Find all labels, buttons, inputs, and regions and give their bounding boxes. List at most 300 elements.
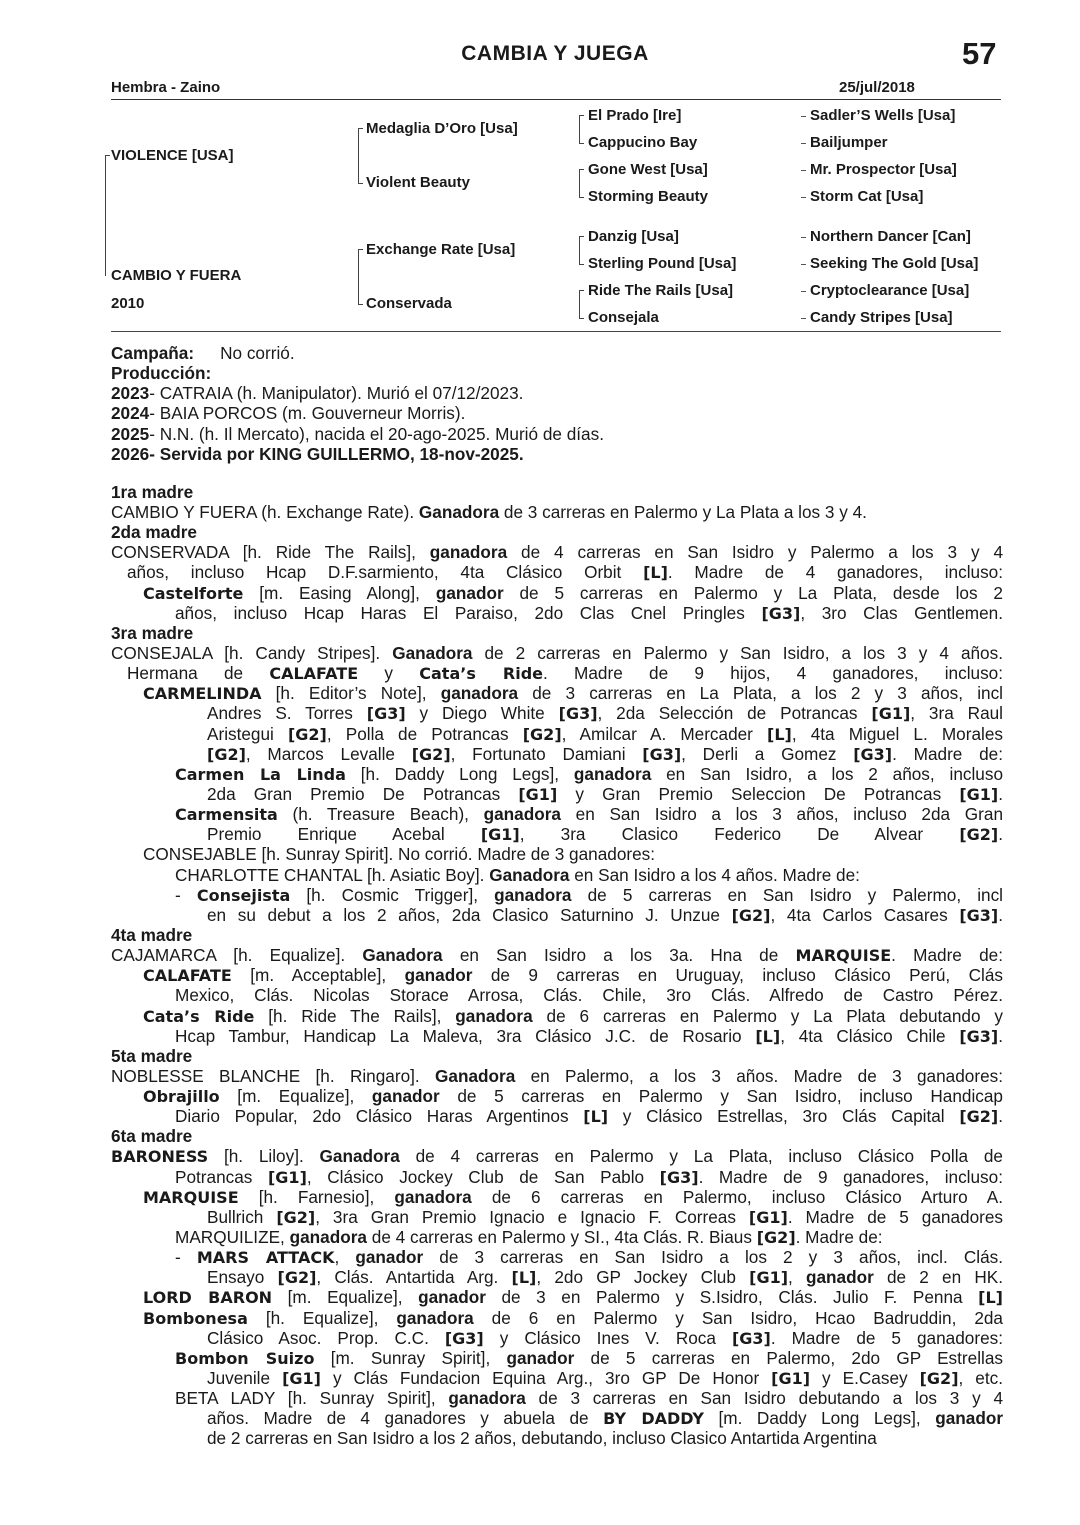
pedigree-bracket xyxy=(579,290,584,319)
text-run: de 5 carreras en Palermo, 2do GP Estrellas xyxy=(574,1347,1003,1368)
black-type: MARS ATTACK xyxy=(196,1248,335,1268)
family-line xyxy=(111,603,1003,623)
pedigree-gen2: Medaglia D’Oro [Usa] xyxy=(366,120,518,137)
text-run: años, incluso Hcap D.F.sarmiento, 4ta Clásico Orbit xyxy=(127,562,644,583)
black-type: [G2] xyxy=(756,1228,796,1248)
pedigree-gen4: Bailjumper xyxy=(810,134,888,151)
family-line xyxy=(111,1086,1003,1106)
text-run: , Clás. Antartida Arg. xyxy=(316,1267,512,1288)
black-type: BARONESS xyxy=(111,1147,209,1167)
text-run: MARQUILIZE, xyxy=(175,1227,290,1248)
family-line xyxy=(111,744,1003,764)
family-line xyxy=(111,965,1003,985)
text-run: y Gran Premio Seleccion De Potrancas xyxy=(557,783,960,804)
family-line xyxy=(111,985,1003,1005)
text-run: , 4ta Carlos Casares xyxy=(770,904,960,925)
black-type: [L] xyxy=(978,1288,1003,1308)
dam-heading: 4ta madre xyxy=(111,924,193,945)
dam-heading: 1ra madre xyxy=(111,481,194,502)
date: 25/jul/2018 xyxy=(839,79,915,96)
pedigree-gen3: El Prado [Ire] xyxy=(588,107,682,124)
black-type: [G3] xyxy=(853,744,893,764)
black-type: BY DADDY xyxy=(603,1409,704,1429)
family-line xyxy=(111,643,1003,663)
spacer xyxy=(111,464,1003,482)
text-run: en su debut a los 2 años, 2da Clasico Saturnino J. Unzue xyxy=(207,904,732,925)
text-run: y Clás Fundacion Equina Arg., 3ro GP De Honor xyxy=(320,1368,772,1389)
family-line xyxy=(111,865,1003,885)
black-type: [G1] xyxy=(959,784,999,804)
family-line xyxy=(111,703,1003,723)
win-word: ganadora xyxy=(494,884,572,905)
dam-heading: 3ra madre xyxy=(111,622,194,643)
production-item xyxy=(111,383,1003,403)
pedigree-gen4: Northern Dancer [Can] xyxy=(810,228,971,245)
black-type: CALAFATE xyxy=(269,664,359,684)
text-run: CONSERVADA [h. Ride The Rails], xyxy=(111,542,430,563)
production-text: - CATRAIA (h. Manipulator). Murió el 07/12/2023. xyxy=(149,383,524,404)
pedigree-gen3: Ride The Rails [Usa] xyxy=(588,282,734,299)
text-run: de 6 carreras en Palermo y La Plata debutando y xyxy=(532,1005,1003,1026)
black-type: Consejista xyxy=(196,885,291,905)
win-word: ganador xyxy=(404,965,473,986)
production-year: 2025 xyxy=(111,423,150,444)
dam-heading: 6ta madre xyxy=(111,1126,193,1147)
text-run: - xyxy=(175,1247,197,1268)
win-word: ganador xyxy=(355,1247,424,1268)
text-run: , etc. xyxy=(958,1368,1003,1389)
header-rule xyxy=(111,99,1001,100)
family-line xyxy=(111,1167,1003,1187)
family-heading xyxy=(111,1046,1003,1066)
pedigree-gen4: Mr. Prospector [Usa] xyxy=(810,161,957,178)
text-run: [h. Daddy Long Legs], xyxy=(345,763,574,784)
black-type: Carmen La Linda xyxy=(175,764,346,784)
production-item xyxy=(111,444,1003,464)
text-run: , 2do GP Jockey Club xyxy=(536,1267,750,1288)
black-type: MARQUISE xyxy=(143,1187,239,1207)
black-type: [G1] xyxy=(748,1207,788,1227)
text-run: CHARLOTTE CHANTAL [h. Asiatic Boy]. xyxy=(175,864,490,885)
text-run: Hcap Tambur, Handicap La Maleva, 3ra Clásico J.C. de Rosario xyxy=(175,1025,756,1046)
dam-heading: 5ta madre xyxy=(111,1045,193,1066)
text-run: de 9 carreras en Uruguay, incluso Clásico Perú, Clás xyxy=(472,965,1003,986)
text-run: de 3 en Palermo y S.Isidro, Clás. Julio F. Penna xyxy=(485,1287,979,1308)
win-word: ganadora xyxy=(573,763,652,784)
text-run: BETA LADY [h. Sunray Spirit], xyxy=(175,1388,449,1409)
pedigree-dam-year: 2010 xyxy=(111,295,145,312)
win-word: Ganadora xyxy=(489,864,570,885)
black-type: Obrajillo xyxy=(143,1087,220,1107)
text-run: de 2 en HK. xyxy=(873,1267,1003,1288)
text-run: , xyxy=(334,1247,356,1268)
family-line xyxy=(111,1267,1003,1287)
text-run: en San Isidro a los 4 años. Madre de: xyxy=(569,864,860,885)
production-text: - Servida por KING GUILLERMO, 18-nov-2025. xyxy=(149,443,524,464)
black-type: Bombon Suizo xyxy=(175,1348,315,1368)
pedigree-dash xyxy=(801,197,806,198)
pedigree-gen2: Conservada xyxy=(366,295,452,312)
win-word: ganadora xyxy=(394,1186,472,1207)
text-run: [m. Easing Along], xyxy=(243,582,436,603)
text-run: Clásico Asoc. Prop. C.C. xyxy=(207,1327,445,1348)
family-heading xyxy=(111,522,1003,542)
pedigree-gen3: Gone West [Usa] xyxy=(588,161,708,178)
text-run: . xyxy=(998,1106,1003,1127)
text-run: y Clásico Estrellas, 3ro Clás Capital xyxy=(608,1106,960,1127)
pedigree-dam: CAMBIO Y FUERA xyxy=(111,267,242,284)
production-item xyxy=(111,403,1003,423)
win-word: ganadora xyxy=(289,1227,367,1248)
pedigree-gen4: Cryptoclearance [Usa] xyxy=(810,282,970,299)
family-line xyxy=(111,1247,1003,1267)
win-word: Ganadora xyxy=(362,945,443,966)
text-run: . xyxy=(998,904,1003,925)
text-run: (h. Treasure Beach), xyxy=(277,804,484,825)
black-type: [G2] xyxy=(919,1369,959,1389)
text-run: , Amilcar A. Mercader xyxy=(561,723,768,744)
pedigree-bracket xyxy=(358,249,363,305)
black-type: [G1] xyxy=(871,704,911,724)
text-run: Premio Enrique Acebal xyxy=(207,824,481,845)
text-run: , 2da Selección de Potrancas xyxy=(597,703,872,724)
pedigree-bracket xyxy=(579,115,584,144)
text-run: CONSEJALA [h. Candy Stripes]. xyxy=(111,642,393,663)
family-line xyxy=(111,824,1003,844)
text-run: CAMBIO Y FUERA (h. Exchange Rate). xyxy=(111,501,419,522)
text-run: de 2 carreras en San Isidro a los 2 años, debutando, incluso Clasico Antartida Argentina xyxy=(207,1428,877,1449)
family-lines xyxy=(111,482,1003,1449)
page-number: 57 xyxy=(962,36,997,71)
family-line xyxy=(111,1106,1003,1126)
text-run: de 2 carreras en Palermo y San Isidro, a los 3 y 4 años. xyxy=(472,642,1003,663)
text-run: , 3ra Raul xyxy=(910,703,1004,724)
family-heading xyxy=(111,1126,1003,1146)
family-heading xyxy=(111,623,1003,643)
win-word: ganadora xyxy=(429,542,508,563)
pedigree-bracket xyxy=(579,236,584,265)
black-type: [G1] xyxy=(771,1369,811,1389)
win-word: Ganadora xyxy=(392,642,473,663)
text-run: Ensayo xyxy=(207,1267,278,1288)
text-run: CAJAMARCA [h. Equalize]. xyxy=(111,945,363,966)
family-line xyxy=(111,1066,1003,1086)
pedigree-gen3: Consejala xyxy=(588,309,659,326)
pedigree-dash xyxy=(801,143,806,144)
family-line xyxy=(111,1368,1003,1388)
text-run: , 4ta Clásico Chile xyxy=(780,1025,960,1046)
text-run: , xyxy=(788,1267,806,1288)
family-heading xyxy=(111,925,1003,945)
win-word: ganadora xyxy=(448,1388,526,1409)
family-line xyxy=(111,583,1003,603)
text-run: [m. Sunray Spirit], xyxy=(314,1347,507,1368)
black-type: [G3] xyxy=(959,1026,999,1046)
text-run: de 4 carreras en Palermo y SI., 4ta Clás. R. Biaus xyxy=(366,1227,757,1248)
family-line xyxy=(111,1408,1003,1428)
text-run: Andres S. Torres xyxy=(207,703,367,724)
black-type: [G3] xyxy=(761,603,801,623)
text-run: de 3 carreras en Palermo y La Plata a los 3 y 4. xyxy=(499,501,867,522)
text-run: de 5 carreras en Palermo y La Plata, desde los 2 xyxy=(503,582,1003,603)
black-type: MARQUISE xyxy=(795,946,892,966)
black-type: Castelforte xyxy=(143,583,244,603)
text-run: - xyxy=(175,884,197,905)
text-run: . Madre de: xyxy=(891,945,1003,966)
black-type: [G3] xyxy=(731,1328,771,1348)
text-run: y Clásico Ines V. Roca xyxy=(483,1327,732,1348)
text-run: [h. Cosmic Trigger], xyxy=(290,884,495,905)
campaign-line xyxy=(111,343,1003,363)
text-run: [h. Liloy]. xyxy=(208,1146,320,1167)
black-type: [G3] xyxy=(444,1328,484,1348)
text-run: y Diego White xyxy=(405,703,559,724)
text-run: de 4 carreras en San Isidro y Palermo a los 3 y 4 xyxy=(507,542,1003,563)
win-word: ganador xyxy=(506,1347,575,1368)
text-run: años. Madre de 4 ganadores y abuela de xyxy=(207,1408,604,1429)
text-run: , 3ra Gran Premio Ignacio e Ignacio F. Correas xyxy=(315,1206,749,1227)
black-type: [G3] xyxy=(659,1167,699,1187)
text-run: de 4 carreras en Palermo y La Plata, incluso Clásico Polla de xyxy=(399,1146,1003,1167)
black-type: [G3] xyxy=(366,704,406,724)
text-run: . Madre de 5 ganadores xyxy=(787,1206,1004,1227)
text-run: en Palermo, a los 3 años. Madre de 3 ganadores: xyxy=(515,1065,1003,1086)
win-word: ganadora xyxy=(455,1005,533,1026)
black-type: [G2] xyxy=(276,1207,316,1227)
text-run: Bullrich xyxy=(207,1206,277,1227)
text-run: . Madre de: xyxy=(795,1227,883,1248)
black-type: LORD BARON xyxy=(143,1288,273,1308)
text-run: , Clásico Jockey Club de San Pablo xyxy=(306,1166,660,1187)
production-item xyxy=(111,424,1003,444)
win-word: ganadora xyxy=(440,683,519,704)
family-line xyxy=(111,1187,1003,1207)
text-run: . Madre de 5 ganadores: xyxy=(770,1327,1003,1348)
text-run: Aristegui xyxy=(207,723,288,744)
production-year: 2026 xyxy=(111,443,150,464)
family-line xyxy=(111,1227,1003,1247)
win-word: ganador xyxy=(418,1287,486,1308)
production-text: - N.N. (h. Il Mercato), nacida el 20-ago-2025. Murió de días. xyxy=(149,423,604,444)
family-line xyxy=(111,502,1003,522)
family-heading xyxy=(111,482,1003,502)
text-run: Hermana de xyxy=(127,663,270,684)
pedigree-gen4: Sadler’S Wells [Usa] xyxy=(810,107,956,124)
black-type: CALAFATE xyxy=(143,966,232,986)
black-type: [L] xyxy=(643,563,668,583)
family-line xyxy=(111,542,1003,562)
pedigree-bracket xyxy=(358,128,363,184)
text-run: , Marcos Levalle xyxy=(245,743,412,764)
text-run: de 3 carreras en La Plata, a los 2 y 3 años, incl xyxy=(518,683,1003,704)
text-run: , 3ro Clas Gentlemen. xyxy=(800,602,1003,623)
family-line xyxy=(111,844,1003,864)
text-run: [m. Equalize], xyxy=(272,1287,419,1308)
win-word: ganadora xyxy=(483,804,561,825)
pedigree-gen3: Sterling Pound [Usa] xyxy=(588,255,737,272)
black-type: [L] xyxy=(583,1107,609,1127)
family-line xyxy=(111,663,1003,683)
text-run: Diario Popular, 2do Clásico Haras Argentinos xyxy=(175,1106,584,1127)
family-line xyxy=(111,1308,1003,1328)
campaign-label: Campaña: xyxy=(111,343,195,363)
win-word: ganador xyxy=(805,1267,874,1288)
win-word: ganadora xyxy=(396,1307,474,1328)
black-type: [G1] xyxy=(518,784,558,804)
family-line xyxy=(111,1006,1003,1026)
win-word: Ganadora xyxy=(319,1146,400,1167)
black-type: Cata’s Ride xyxy=(143,1006,255,1026)
family-line xyxy=(111,1428,1003,1448)
family-line xyxy=(111,1348,1003,1368)
black-type: [G2] xyxy=(277,1268,317,1288)
pedigree-dash xyxy=(801,318,806,319)
text-run: de 3 carreras en San Isidro a los 2 y 3 años, incl. Clás. xyxy=(423,1247,1003,1268)
pedigree-gen4: Seeking The Gold [Usa] xyxy=(810,255,979,272)
pedigree-gen3: Cappucino Bay xyxy=(588,134,698,151)
sex-color: Hembra - Zaino xyxy=(111,79,221,96)
dam-heading: 2da madre xyxy=(111,522,197,543)
family-line xyxy=(111,683,1003,703)
black-type: [G3] xyxy=(558,704,598,724)
black-type: [G3] xyxy=(959,905,999,925)
production-year: 2023 xyxy=(111,383,150,404)
pedigree-dash xyxy=(801,237,806,238)
family-line xyxy=(111,562,1003,582)
family-line xyxy=(111,1207,1003,1227)
text-run: . Madre de: xyxy=(892,743,1003,764)
text-run: de 6 en Palermo y San Isidro, Hcao Badruddin, 2da xyxy=(473,1307,1003,1328)
text-run: , Polla de Potrancas xyxy=(326,723,523,744)
campaign-value: No corrió. xyxy=(220,343,295,363)
text-run: [m. Equalize], xyxy=(219,1086,372,1107)
black-type: CARMELINDA xyxy=(143,684,262,704)
black-type: [G3] xyxy=(642,744,682,764)
text-run: en San Isidro a los 3a. Hna de xyxy=(442,945,796,966)
black-type: [G2] xyxy=(287,724,327,744)
text-run: y E.Casey xyxy=(810,1368,920,1389)
black-type: [G2] xyxy=(959,1107,999,1127)
text-run: de 6 carreras en Palermo, incluso Clásico Arturo A. xyxy=(471,1186,1003,1207)
black-type: [G1] xyxy=(480,825,520,845)
pedigree-dash xyxy=(801,116,806,117)
text-run: Juvenile xyxy=(207,1368,283,1389)
family-line xyxy=(111,1388,1003,1408)
win-word: ganador xyxy=(435,582,504,603)
text-run: . Madre de 4 ganadores, incluso: xyxy=(667,562,1004,583)
text-run: en San Isidro a los 3 años, incluso 2da Gran xyxy=(561,804,1003,825)
text-run: de 5 carreras en Palermo y San Isidro, incluso Handicap xyxy=(439,1086,1003,1107)
pedigree-gen3: Storming Beauty xyxy=(588,188,709,205)
production-year: 2024 xyxy=(111,403,150,424)
text-run: . xyxy=(998,824,1003,845)
text-run: , 4ta Miguel L. Morales xyxy=(791,723,1003,744)
pedigree-gen4: Storm Cat [Usa] xyxy=(810,188,924,205)
family-line xyxy=(111,804,1003,824)
family-line xyxy=(111,764,1003,784)
pedigree-gen2: Exchange Rate [Usa] xyxy=(366,241,516,258)
black-type: [G1] xyxy=(749,1268,789,1288)
black-type: [G1] xyxy=(282,1369,321,1389)
family-line xyxy=(111,945,1003,965)
win-word: ganador xyxy=(935,1408,1004,1429)
black-type: [G2] xyxy=(959,825,999,845)
pedigree-sire: VIOLENCE [USA] xyxy=(111,147,234,164)
black-type: [G2] xyxy=(731,905,771,925)
black-type: [L] xyxy=(511,1268,537,1288)
pedigree-bracket xyxy=(579,169,584,198)
black-type: [G2] xyxy=(207,744,246,764)
pedigree-dash xyxy=(801,170,806,171)
text-run: [h. Ride The Rails], xyxy=(254,1005,456,1026)
family-line xyxy=(111,1026,1003,1046)
text-run: [h. Equalize], xyxy=(247,1307,397,1328)
text-run: NOBLESSE BLANCHE [h. Ringaro]. xyxy=(111,1065,436,1086)
win-word: ganador xyxy=(371,1086,440,1107)
text-run: [m. Acceptable], xyxy=(231,965,405,986)
text-run: . xyxy=(998,783,1003,804)
text-run: en San Isidro, a los 2 años, incluso xyxy=(651,763,1004,784)
black-type: Cata’s Ride xyxy=(419,664,544,684)
black-type: Bombonesa xyxy=(143,1308,248,1328)
text-run: [m. Daddy Long Legs], xyxy=(704,1408,936,1429)
family-line xyxy=(111,1328,1003,1348)
record-body xyxy=(111,343,1003,1449)
family-line xyxy=(111,885,1003,905)
family-line xyxy=(111,724,1003,744)
family-line xyxy=(111,1146,1003,1166)
text-run: Potrancas xyxy=(175,1166,268,1187)
pedigree-dash xyxy=(801,264,806,265)
text-run: , Fortunato Damiani xyxy=(450,743,643,764)
text-run: CONSEJABLE [h. Sunray Spirit]. No corrió. Madre de 3 ganadores: xyxy=(143,844,656,865)
production-text: - BAIA PORCOS (m. Gouverneur Morris). xyxy=(149,403,466,424)
family-line xyxy=(111,1287,1003,1307)
text-run: . Madre de 9 hijos, 4 ganadores, incluso: xyxy=(543,663,1004,684)
text-run: años, incluso Hcap Haras El Paraiso, 2do Clas Cnel Pringles xyxy=(175,602,762,623)
text-run: . xyxy=(998,1025,1004,1046)
text-run: , 3ra Clasico Federico De Alvear xyxy=(519,824,960,845)
pedigree-gen2: Violent Beauty xyxy=(366,174,470,191)
text-run: , Derli a Gomez xyxy=(681,743,854,764)
pedigree-bracket xyxy=(105,155,110,276)
text-run: y xyxy=(358,663,420,684)
production-label: Producción: xyxy=(111,363,212,384)
family-line xyxy=(111,784,1003,804)
pedigree-dash xyxy=(801,291,806,292)
black-type: [G2] xyxy=(411,744,451,764)
text-run: Mexico, Clás. Nicolas Storace Arrosa, Clás. Chile, 3ro Clás. Alfredo de Castro Pérez. xyxy=(175,985,1003,1006)
pedigree-rule xyxy=(111,331,1001,332)
text-run: [h. Editor’s Note], xyxy=(261,683,441,704)
text-run: [h. Farnesio], xyxy=(238,1186,395,1207)
text-run: de 3 carreras en San Isidro debutando a los 3 y 4 xyxy=(525,1388,1004,1409)
black-type: [G2] xyxy=(522,724,562,744)
win-word: Ganadora xyxy=(435,1065,516,1086)
family-line xyxy=(111,905,1003,925)
text-run: 2da Gran Premio De Potrancas xyxy=(207,783,519,804)
black-type: [L] xyxy=(767,724,792,744)
black-type: [G1] xyxy=(267,1167,307,1187)
win-word: Ganadora xyxy=(418,501,500,522)
page-title: CAMBIA Y JUEGA xyxy=(461,42,649,65)
black-type: [L] xyxy=(755,1026,781,1046)
text-run: de 5 carreras en San Isidro y Palermo, incl xyxy=(571,884,1003,905)
pedigree-gen3: Danzig [Usa] xyxy=(588,228,679,245)
pedigree-gen4: Candy Stripes [Usa] xyxy=(810,309,953,326)
text-run: . Madre de 9 ganadores, incluso: xyxy=(698,1166,1003,1187)
black-type: Carmensita xyxy=(175,805,278,825)
